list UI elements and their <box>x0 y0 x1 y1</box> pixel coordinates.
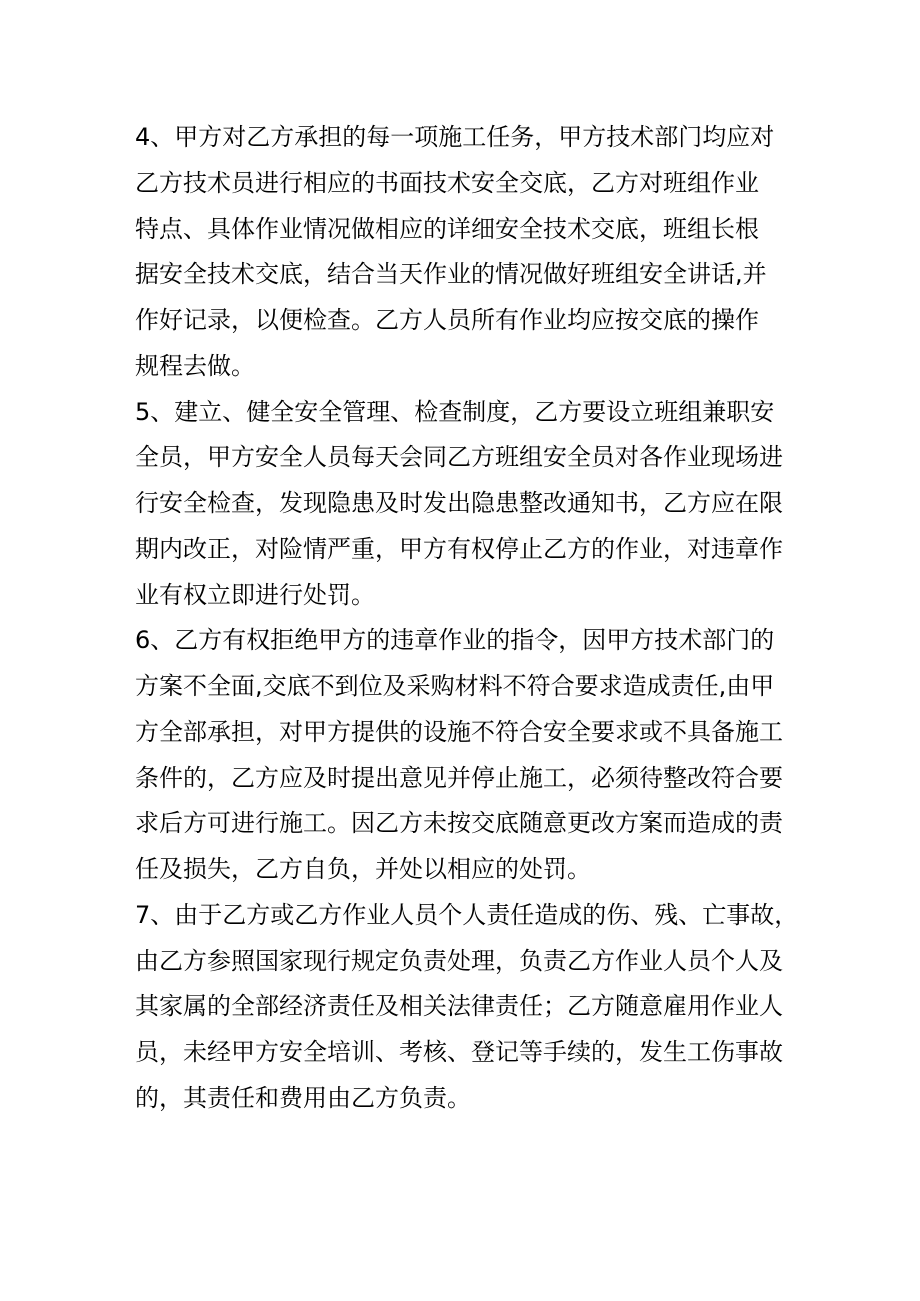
text-line-16: 求后方可进行施工。因乙方未按交底随意更改方案而造成的责 <box>135 809 783 838</box>
text-line-15: 条件的，乙方应及时提出意见并停止施工，必须待整改符合要 <box>135 763 783 792</box>
text-line-18: 7、由于乙方或乙方作业人员个人责任造成的伤、残、亡事故， <box>135 900 799 929</box>
text-line-17: 任及损失，乙方自负，并处以相应的处罚。 <box>135 855 591 883</box>
text-line-14: 方全部承担，对甲方提供的设施不符合安全要求或不具备施工 <box>135 717 783 746</box>
text-line-6: 规程去做。 <box>135 351 255 380</box>
text-line-3: 特点、具体作业情况做相应的详细安全技术交底，班组长根 <box>135 214 759 243</box>
text-line-4: 据安全技术交底，结合当天作业的情况做好班组安全讲话,并 <box>135 260 767 289</box>
text-line-11: 业有权立即进行处罚。 <box>135 580 375 609</box>
document-body <box>135 115 805 1122</box>
text-line-19: 由乙方参照国家现行规定负责处理，负责乙方作业人员个人及 <box>135 946 783 975</box>
text-line-20: 其家属的全部经济责任及相关法律责任；乙方随意雇用作业人 <box>135 992 783 1021</box>
text-line-10: 期内改正，对险情严重，甲方有权停止乙方的作业，对违章作 <box>135 534 783 563</box>
text-line-7: 5、建立、健全安全管理、检查制度，乙方要设立班组兼职安 <box>135 397 775 426</box>
text-line-5: 作好记录，以便检查。乙方人员所有作业均应按交底的操作 <box>135 306 759 334</box>
text-line-13: 方案不全面,交底不到位及采购材料不符合要求造成责任,由甲 <box>135 672 775 700</box>
text-line-1: 4、甲方对乙方承担的每一项施工任务，甲方技术部门均应对 <box>135 123 775 151</box>
text-line-8: 全员，甲方安全人员每天会同乙方班组安全员对各作业现场进 <box>135 443 783 472</box>
text-line-2: 乙方技术员进行相应的书面技术安全交底，乙方对班组作业 <box>135 168 759 197</box>
text-line-12: 6、乙方有权拒绝甲方的违章作业的指令，因甲方技术部门的 <box>135 626 775 655</box>
text-line-9: 行安全检查，发现隐患及时发出隐患整改通知书，乙方应在限 <box>135 489 783 517</box>
text-line-21: 员，未经甲方安全培训、考核、登记等手续的，发生工伤事故 <box>135 1038 783 1066</box>
text-line-22: 的，其责任和费用由乙方负责。 <box>135 1083 471 1112</box>
